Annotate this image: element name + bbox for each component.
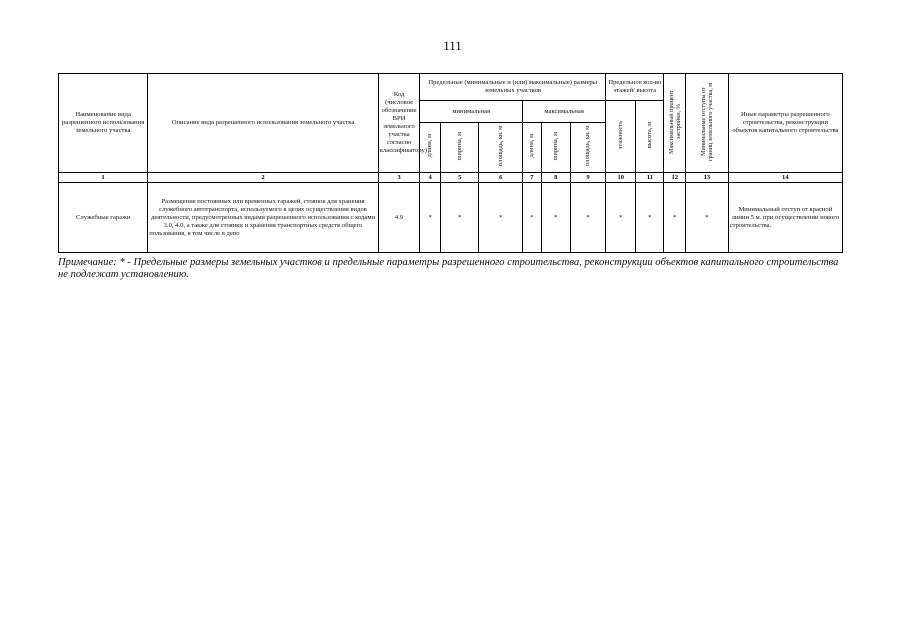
header-description: Описание вида разрешенного использования земельного участка bbox=[148, 74, 379, 173]
row-other-params: Минимальный отступ от красной линии 5 м. при осуществлении нового строительства. bbox=[728, 183, 842, 253]
regulations-table bbox=[58, 73, 843, 253]
header-max-length: длина, м bbox=[523, 123, 542, 173]
header-max-area: площадь, кв. м bbox=[570, 123, 605, 173]
header-height: высота, м bbox=[636, 101, 664, 173]
col-number: 4 bbox=[420, 173, 441, 183]
header-floors-group: Предельное кол-во этажей/ высота bbox=[606, 74, 664, 101]
col-number: 8 bbox=[541, 173, 570, 183]
col-number: 10 bbox=[606, 173, 636, 183]
col-number: 1 bbox=[59, 173, 148, 183]
header-min-length: длина, м bbox=[420, 123, 441, 173]
cell-star: * bbox=[523, 183, 542, 253]
cell-star: * bbox=[441, 183, 479, 253]
cell-star: * bbox=[664, 183, 686, 253]
table-note: Примечание: * - Предельные размеры земельных участков и предельные параметры разрешенного строительства, реконструкции объектов капитального строительства не подлежат установлению. bbox=[58, 257, 839, 280]
col-number: 11 bbox=[636, 173, 664, 183]
col-number: 2 bbox=[148, 173, 379, 183]
page-number: 111 bbox=[443, 38, 462, 53]
header-other-params: Иные параметры разрешенного строительства, реконструкции объектов капитального строительства bbox=[728, 74, 842, 173]
header-sizes-group: Предельные (минимальные и (или) максимальные) размеры земельных участков bbox=[420, 74, 606, 101]
header-name: Наименование вида разрешенного использования земельного участка bbox=[59, 74, 148, 173]
col-number: 7 bbox=[523, 173, 542, 183]
cell-star: * bbox=[606, 183, 636, 253]
cell-star: * bbox=[570, 183, 605, 253]
header-max: максимальная bbox=[523, 101, 606, 123]
cell-star: * bbox=[541, 183, 570, 253]
header-min-width: ширина, м bbox=[441, 123, 479, 173]
cell-star: * bbox=[686, 183, 729, 253]
header-max-width: ширина, м bbox=[541, 123, 570, 173]
row-code: 4.9 bbox=[378, 183, 420, 253]
col-number: 14 bbox=[728, 173, 842, 183]
header-max-build-percent: Максимальный процент застройки, % bbox=[664, 74, 686, 173]
col-number: 5 bbox=[441, 173, 479, 183]
header-min-setback: Минимальные отступы от границ земельного участка, м bbox=[686, 74, 729, 173]
cell-star: * bbox=[636, 183, 664, 253]
header-floors: этажность bbox=[606, 101, 636, 173]
row-name: Служебные гаражи bbox=[59, 183, 148, 253]
header-min: минимальная bbox=[420, 101, 523, 123]
row-description: Размещение постоянных или временных гаражей, стоянок для хранения служебного автотранспорта, используемого в целях осуществления видов деятельности, предусмотренных видами разрешенного использования с кодами 3.0, 4.0, а также для стоянки и хранения транспортных средств общего пользования, в том числе в депо bbox=[148, 183, 379, 253]
header-code: Код (числовое обозначение ВРИ земельного участка согласно классификатору) bbox=[378, 74, 420, 173]
col-number: 3 bbox=[378, 173, 420, 183]
cell-star: * bbox=[420, 183, 441, 253]
cell-star: * bbox=[479, 183, 523, 253]
header-min-area: площадь, кв. м bbox=[479, 123, 523, 173]
col-number: 13 bbox=[686, 173, 729, 183]
col-number: 9 bbox=[570, 173, 605, 183]
col-number: 6 bbox=[479, 173, 523, 183]
col-number: 12 bbox=[664, 173, 686, 183]
